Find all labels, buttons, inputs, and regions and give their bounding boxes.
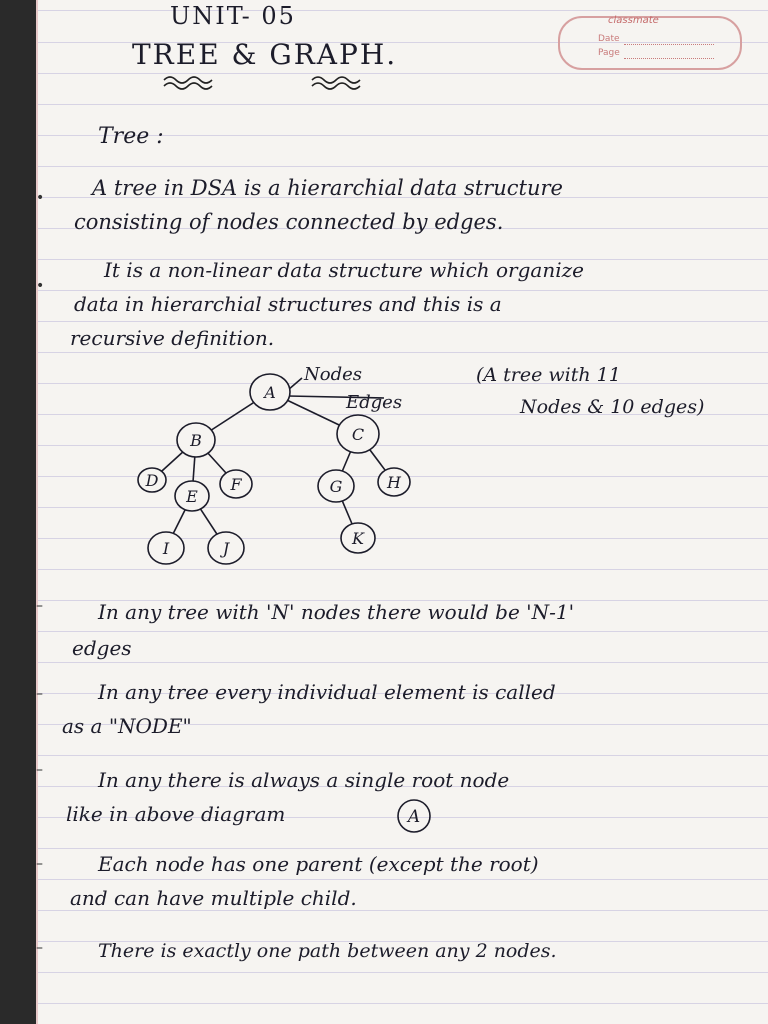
tree-node-label: B [190, 431, 202, 450]
margin-dash: – [36, 686, 43, 702]
stamp-date-line [624, 44, 714, 45]
title-underline [162, 72, 462, 92]
margin-dot: • [36, 278, 45, 294]
stamp-brand: classmate [608, 15, 659, 26]
tree-node-label: F [230, 475, 242, 494]
tree-node-A [250, 374, 290, 410]
tree-node-label: H [387, 473, 401, 492]
nonlinear-line-1: It is a non-linear data structure which organize [104, 258, 584, 282]
tree-note-line-1: (A tree with 11 [476, 364, 621, 386]
unit-heading: UNIT- 05 [170, 2, 296, 30]
nonlinear-line-2: data in hierarchial structures and this is a [74, 292, 502, 316]
margin-dash: – [36, 856, 43, 872]
bullet-root-line-1: In any there is always a single root node [98, 768, 510, 792]
tree-node-G [318, 470, 354, 502]
tree-note-line-2: Nodes & 10 edges) [520, 396, 705, 418]
notebook-page [36, 0, 768, 1024]
margin-dash: – [36, 940, 43, 956]
margin-dot: • [36, 190, 45, 206]
stamp-date-label: Date [598, 34, 620, 44]
root-node-reference [394, 796, 434, 836]
bullet-parent-line-2: and can have multiple child. [70, 886, 357, 910]
bullet-node-line-2: as a "NODE" [62, 714, 192, 738]
margin-dash: – [36, 598, 43, 614]
tree-node-F [220, 470, 252, 498]
stamp-page-line [624, 58, 714, 59]
root-node-reference-label: A [407, 807, 421, 827]
tree-node-D [138, 468, 166, 492]
stamp-page-label: Page [598, 48, 620, 58]
bullet-root-line-2: like in above diagram [66, 802, 286, 826]
edges-label: Edges [346, 392, 403, 413]
tree-node-label: J [222, 539, 230, 558]
bullet-node-line-1: In any tree every individual element is called [98, 680, 556, 704]
tree-node-I [148, 532, 184, 564]
tree-node-label: A [264, 383, 276, 402]
tree-node-C [337, 415, 379, 453]
bullet-parent-line-1: Each node has one parent (except the root) [98, 852, 539, 876]
tree-node-label: D [145, 471, 159, 490]
page-title: TREE & GRAPH. [132, 38, 398, 71]
tree-node-K [341, 523, 375, 553]
tree-node-E [175, 481, 209, 511]
section-heading: Tree : [98, 124, 164, 149]
nodes-label: Nodes [304, 364, 362, 385]
notebook-stamp [558, 16, 742, 70]
definition-line-1: A tree in DSA is a hierarchial data structure [92, 176, 563, 200]
bullet-edges-line-1: In any tree with 'N' nodes there would be 'N-1' [98, 600, 575, 624]
definition-line-2: consisting of nodes connected by edges. [74, 210, 504, 234]
tree-node-J [208, 532, 244, 564]
tree-node-H [378, 468, 410, 496]
bullet-edges-line-2: edges [72, 636, 132, 660]
tree-node-label: C [351, 425, 365, 444]
nonlinear-line-3: recursive definition. [70, 326, 275, 350]
tree-node-label: E [186, 487, 198, 506]
tree-node-label: K [352, 529, 364, 548]
tree-node-label: G [329, 477, 343, 496]
tree-node-label: I [162, 539, 170, 558]
bullet-path-line: There is exactly one path between any 2 nodes. [98, 940, 557, 962]
margin-dash: – [36, 762, 43, 778]
tree-node-B [177, 423, 215, 457]
